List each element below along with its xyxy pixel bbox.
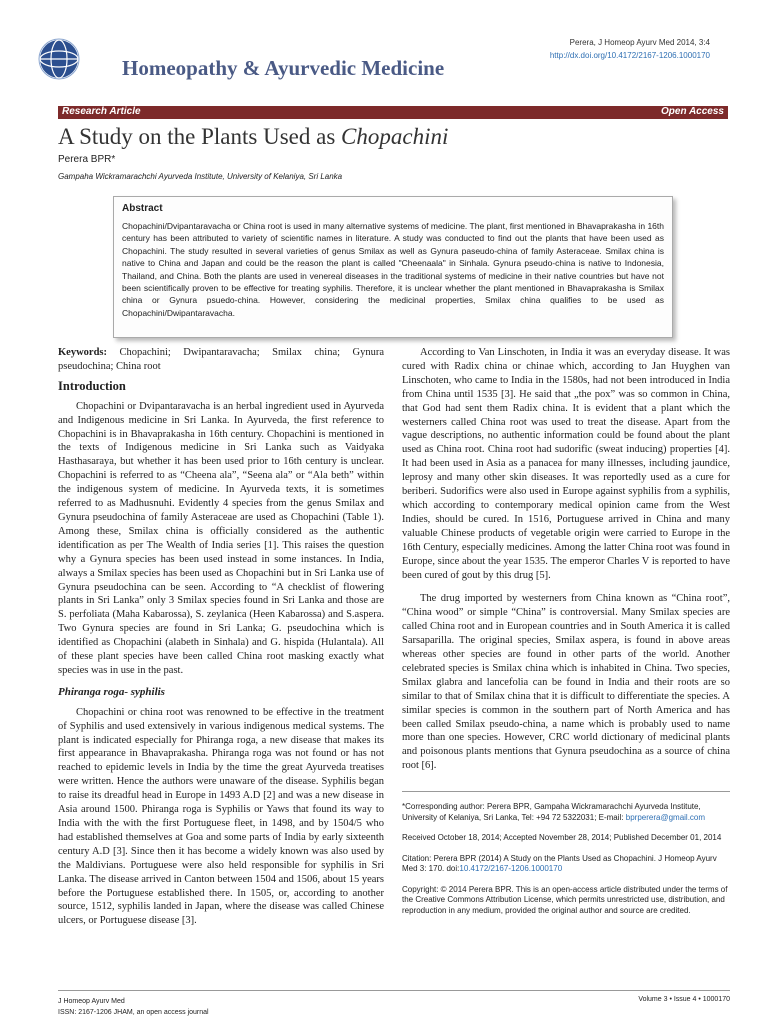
journal-name: Homeopathy & Ayurvedic Medicine	[122, 56, 445, 80]
introduction-paragraph: Chopachini or Dvipantaravacha is an herbal ingredient used in Ayurveda and Indigenous medicine in Sri Lanka. In Ayurveda, the first reference to Chopachini is in Bhavaprakasha in 16th century. Chopachini is mentioned in the texts of Indigenous medicine in Sri Lanka such as Vaidyaka Hasthasaraya, but whether it has been used prior to 16th century is unclear. Chopachini is referred to as “Cheena ala”, “Seena ala” or “Ala beth” within the indigenous system of medicine. In Ayurveda texts, it is sometimes referred to as Madhusnuhi. Evidently 4 species from the genus Smilax and Gynura pseudochina of family Asteraceae are used as Chopachini (Table 1). Among these, Smilax china is officially considered as the authentic identification as per The Wealth of India series [1]. This raises the question why a Gynura species has been used instead in some instances. In India, always a Smilax species has been used as Chopachini but in Sri Lanka use of Gynura pseudochina can be seen. According to “A checklist of flowering plants in Sri Lanka” only 3 Smilax species found in Sri Lanka and those are S. perfoliata (Maha Kabarossa), S. zeylanica (Heen Kabarossa) and S.aspera. Two Gynura species are found in Sri Lanka; G. pseudochina which is identified as Chopachini (alabeth in Sinhala) and G. hispida (Hulantala). All of these plant species have been called China root masking exactly what species was in use in the past.	[58, 400, 384, 676]
syphilis-paragraph: Chopachini or china root was renowned to be effective in the treatment of Syphilis and used extensively in various indigenous medical systems. The plant is indicated especially for Phiranga roga, a new disease that makes its first appearance in Bhavaprakasha. Phiranga roga was not found or has not reached to epidemic levels in India by the time the great Ayurveda treatises were written. Hence the authors were unaware of the disease. Syphilis began to raise its dreadful head in Europe in 1493 A.D [2] and was a new disease in Asia around 1500. Phiranga roga is Syphilis or Yaws that found its way to India with the with the first Portuguese fleet, in 1498, and by 1504/5 who had established themselves at Goa and some parts of India by early sixteenth century A.D [3]. Since then it has become a widely known was also used by the Maldivians. Portuguese were also held responsible for syphilis in Sri Lanka. The disease arrived in Canton between 1504 and 1506, about 15 years before the Portuguese established there. In 1505, or, according to another source, 1512, syphilis landed in Japan, where the disease was called Chinese ulcers, or Portuguese disease [3].	[58, 706, 384, 927]
abstract-text: Chopachini/Dvipantaravacha or China root is used in many alternative systems of medicine. The plant, first mentioned in Bhavaprakasha in 16th century has been attributed to variety of scientific names in literature. A study was conducted to find out the plants that have been used as Chopachini. The study resulted in several varieties of genus Smilax as well as Gynura paseudo-china of family Asteraceae. Smilax china is native to China and Japan and could be the reason the plant is called "Cheenaala" in Sinhala. Gynura pseudo-china is native to Indonesia, Thailand, and China. Both the plants are used in venereal diseases in the traditional systems of medicine in their native countries but have not been scientifically proven to be effective for treating syphilis. Therefore, it is unclear whether the plant mentioned in Bhavaprakasha is Smilax china or Gynura psuedo-china. However, considering the medicinal properties, Smilax china qualifies to be used as Chopachini/Dwipantaravacha.	[122, 221, 664, 318]
syphilis-heading: Phiranga roga- syphilis	[58, 685, 165, 698]
page-header	[0, 0, 768, 100]
email-link[interactable]: bprperera@gmail.com	[625, 812, 706, 822]
keywords-label: Keywords:	[58, 347, 107, 358]
footer-volume: Volume 3 • Issue 4 • 1000170	[638, 996, 730, 1003]
footer-divider	[58, 990, 730, 991]
citation-note	[402, 854, 730, 875]
right-column	[402, 346, 730, 773]
affiliation: Gampaha Wickramarachchi Ayurveda Institute, University of Kelaniya, Sri Lanka	[58, 172, 343, 181]
title-italic: Chopachini	[341, 124, 449, 149]
linschoten-paragraph: According to Van Linschoten, in India it was an everyday disease. It was cured with Radix china or chinae which, according to Jan Huyghen van Linschoten, who came to India in the 1580s, had not been introduced in India from China until 1535 [3]. He said that „the pox” was so common in China, that God had sent them Radix china. It is evident that a plant which the westerners called China root was used to treat the disease. Apart from the vague descriptions, no authentic information could be found about the plant used as China root. China root had sudorific (sweat inducing) properties [4]. It had been used in Asia as a panacea for many illnesses, including jaundice, leprosy and many other skin diseases. It was reportedly used as a cure for beriberi. Sudorifics were also used in Europe against syphilis from a syphilis, which according to contemporary medical opinion came from the West Indies, should be cured. In 1516, Portuguese arrived in China and many valuable Chinese products of vegetable origin were carried to Europe in the 16th Century, especially medicines. Among the latter China root was found in Europe, since about the year 1535. The emperor Charles V is reported to have been cured of gout by this drug [5].	[402, 347, 730, 581]
copyright-note: Copyright: © 2014 Perera BPR. This is an open-access article distributed under the terms of the Creative Commons Attribution License, which permits unrestricted use, distribution, and reproduction in any medium, provided the original author and source are credited.	[402, 884, 728, 915]
abstract-heading: Abstract	[122, 203, 163, 214]
article-title	[58, 124, 448, 150]
footer-journal	[58, 996, 209, 1018]
footer-issn: ISSN: 2167-1206 JHAM, an open access journal	[58, 1009, 209, 1016]
author-name: Perera BPR*	[58, 154, 116, 165]
citation-header	[550, 36, 710, 62]
china-root-paragraph: The drug imported by westerners from China known as “China root”, “China wood” or simple “China” is controversial. Many Smilax species are called China root and in European countries and in South America it is called Sarsaparilla. The original species, Smilax aspera, is found in above areas whereas other species are found in other parts of the world. Another celebrated species is Smilax china which is inhabited in China. Two species, Smilax glabra and lancefolia can be found in India and their roots are so similar to that of Smilax china that it is difficult to differentiate the species. A similar species is common in the southern part of North America and has been called Smilax pseudo-china, a name which is probably used to name more than one species. However, CRC world dictionary of medicinal plants and poisonous plants mentions that Gynura pseudochina as a source of china root [6].	[402, 593, 730, 772]
title-text: A Study on the Plants Used as	[58, 124, 342, 149]
open-access-label: Open Access	[661, 106, 724, 117]
citation-line: Perera, J Homeop Ayurv Med 2014, 3:4	[569, 38, 710, 47]
publisher-logo-icon	[38, 38, 80, 80]
corresponding-text: *Corresponding author: Perera BPR, Gampaha Wickramarachchi Ayurveda Institute, University of Kelaniya, Sri Lanka, Tel: +94 72 5322031; E-mail:	[402, 802, 701, 822]
footer-journal-short: J Homeop Ayurv Med	[58, 998, 125, 1005]
citation-text: Citation: Perera BPR (2014) A Study on the Plants Used as Chopachini. J Homeop Ayurv Med 3: 170. doi:	[402, 853, 717, 873]
dates-note: Received October 18, 2014; Accepted November 28, 2014; Published December 01, 2014	[402, 833, 722, 842]
left-column	[58, 346, 384, 928]
abstract-box	[113, 196, 673, 338]
citation-doi-link[interactable]: 10.4172/2167-1206.1000170	[459, 864, 563, 873]
corresponding-author	[402, 802, 730, 823]
keywords-text: Chopachini; Dwipantaravacha; Smilax china; Gynura pseudochina; China root	[58, 347, 384, 372]
introduction-heading: Introduction	[58, 378, 126, 393]
article-notes	[402, 791, 730, 916]
section-label: Research Article	[62, 106, 141, 117]
article-type-band	[58, 106, 728, 119]
doi-link[interactable]: http://dx.doi.org/10.4172/2167-1206.1000170	[549, 51, 710, 60]
